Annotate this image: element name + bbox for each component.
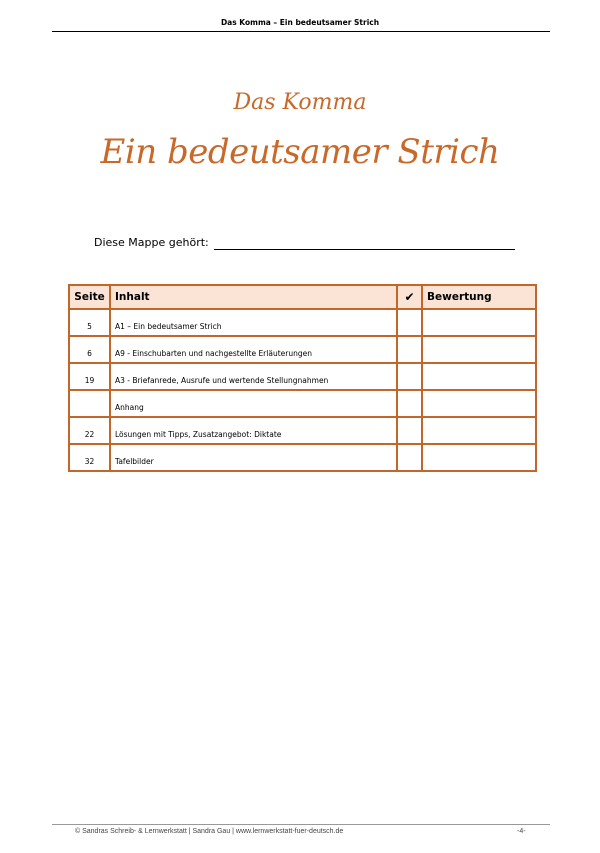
table-row bbox=[69, 444, 536, 471]
row-check-cell[interactable] bbox=[397, 444, 422, 471]
column-header-check: ✔ bbox=[397, 285, 422, 309]
row-page: 19 bbox=[69, 363, 110, 390]
row-check-cell[interactable] bbox=[397, 417, 422, 444]
footer-page-number: -4- bbox=[517, 828, 526, 835]
header-divider bbox=[52, 31, 550, 32]
footer-divider bbox=[52, 824, 550, 825]
row-rating-cell[interactable] bbox=[422, 363, 536, 390]
row-page: 32 bbox=[69, 444, 110, 471]
footer-credit: © Sandras Schreib- & Lernwerkstatt | Sandra Gau | www.lernwerkstatt-fuer-deutsch.de bbox=[75, 828, 344, 835]
row-content: Lösungen mit Tipps, Zusatzangebot: Diktate bbox=[110, 417, 397, 444]
running-header: Das Komma – Ein bedeutsamer Strich bbox=[220, 18, 380, 27]
cover-subtitle: Das Komma bbox=[233, 90, 367, 115]
row-check-cell[interactable] bbox=[397, 336, 422, 363]
row-check-cell[interactable] bbox=[397, 390, 422, 417]
row-rating-cell[interactable] bbox=[422, 336, 536, 363]
column-header-content: Inhalt bbox=[110, 285, 397, 309]
row-content: Tafelbilder bbox=[110, 444, 397, 471]
owner-name-line bbox=[214, 249, 515, 250]
cover-title: Ein bedeutsamer Strich bbox=[100, 132, 500, 172]
row-check-cell[interactable] bbox=[397, 309, 422, 336]
column-header-rating: Bewertung bbox=[422, 285, 536, 309]
contents-table bbox=[68, 284, 537, 472]
row-content: A9 - Einschubarten und nachgestellte Erläuterungen bbox=[110, 336, 397, 363]
table-row bbox=[69, 363, 536, 390]
table-row bbox=[69, 309, 536, 336]
row-page: 22 bbox=[69, 417, 110, 444]
column-header-page: Seite bbox=[69, 285, 110, 309]
table-row bbox=[69, 417, 536, 444]
row-content: A3 - Briefanrede, Ausrufe und wertende Stellungnahmen bbox=[110, 363, 397, 390]
table-row bbox=[69, 336, 536, 363]
row-page: 5 bbox=[69, 309, 110, 336]
row-content: A1 – Ein bedeutsamer Strich bbox=[110, 309, 397, 336]
table-header-row bbox=[69, 285, 536, 309]
row-check-cell[interactable] bbox=[397, 363, 422, 390]
row-content: Anhang bbox=[110, 390, 397, 417]
row-page bbox=[69, 390, 110, 417]
row-page: 6 bbox=[69, 336, 110, 363]
row-rating-cell[interactable] bbox=[422, 417, 536, 444]
row-rating-cell[interactable] bbox=[422, 390, 536, 417]
owner-label: Diese Mappe gehört: bbox=[94, 236, 209, 249]
row-rating-cell[interactable] bbox=[422, 309, 536, 336]
table-row bbox=[69, 390, 536, 417]
row-rating-cell[interactable] bbox=[422, 444, 536, 471]
